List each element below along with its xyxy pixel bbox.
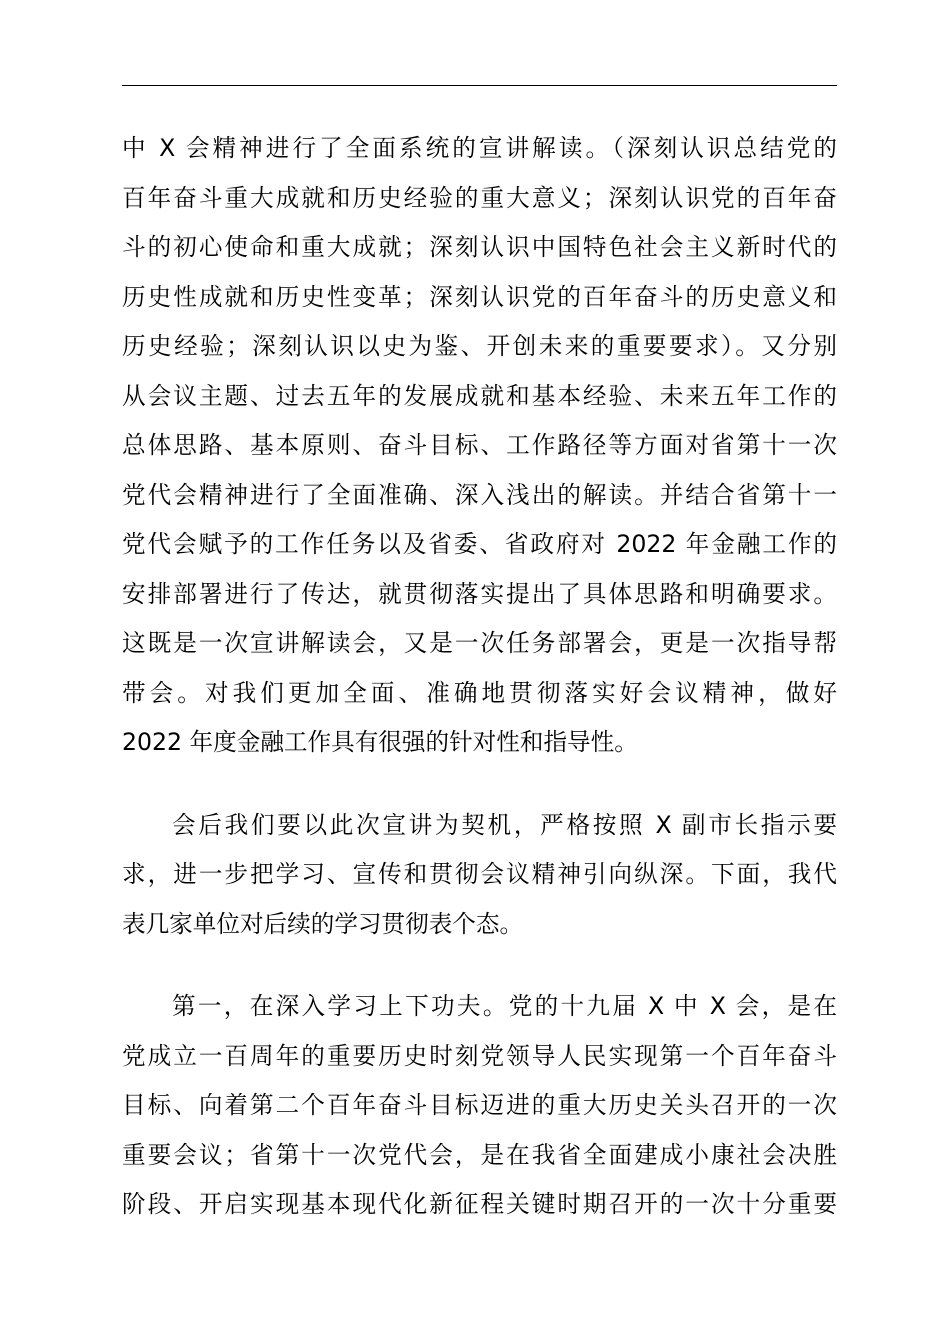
paragraph-3 xyxy=(122,982,837,1230)
text-line: 总体思路、基本原则、奋斗目标、工作路径等方面对省第十一次 xyxy=(122,431,837,459)
text-line: 会后我们要以此次宣讲为契机，严格按照 X 副市长指示要 xyxy=(172,810,837,839)
text-line: 目标、向着第二个百年奋斗目标迈进的重大历史关头召开的一次 xyxy=(122,1091,837,1119)
text-line: 党代会赋予的工作任务以及省委、省政府对 2022 年金融工作的 xyxy=(122,530,837,558)
text-line: 求，进一步把学习、宣传和贯彻会议精神引向纵深。下面，我代 xyxy=(122,860,837,888)
text-line: 阶段、开启实现基本现代化新征程关键时期召开的一次十分重要 xyxy=(122,1190,837,1218)
text-line: 从会议主题、过去五年的发展成就和基本经验、未来五年工作的 xyxy=(122,381,837,410)
header-rule xyxy=(122,85,837,86)
text-line: 第一，在深入学习上下功夫。党的十九届 X 中 X 会，是在 xyxy=(172,992,837,1020)
text-line: 中 X 会精神进行了全面系统的宣讲解读。（深刻认识总结党的 xyxy=(122,134,837,162)
text-line: 带会。对我们更加全面、准确地贯彻落实好会议精神，做好 xyxy=(122,678,837,707)
text-line: 党代会精神进行了全面准确、深入浅出的解读。并结合省第十一 xyxy=(122,480,837,509)
paragraph-1 xyxy=(122,124,837,768)
text-line: 安排部署进行了传达，就贯彻落实提出了具体思路和明确要求。 xyxy=(122,579,837,608)
text-line: 百年奋斗重大成就和历史经验的重大意义；深刻认识党的百年奋 xyxy=(122,183,837,212)
text-line: 重要会议；省第十一次党代会，是在我省全面建成小康社会决胜 xyxy=(122,1140,837,1169)
text-line: 表几家单位对后续的学习贯彻表个态。 xyxy=(122,909,524,938)
paragraph-2 xyxy=(122,801,837,950)
text-line: 斗的初心使命和重大成就；深刻认识中国特色社会主义新时代的 xyxy=(122,233,837,261)
text-line: 这既是一次宣讲解读会，又是一次任务部署会，更是一次指导帮 xyxy=(122,629,837,657)
text-line: 历史性成就和历史性变革；深刻认识党的百年奋斗的历史意义和 xyxy=(122,282,837,311)
document-body xyxy=(122,124,837,1230)
text-line: 2022 年度金融工作具有很强的针对性和指导性。 xyxy=(122,728,638,756)
text-line: 历史经验；深刻认识以史为鉴、开创未来的重要要求）。又分别 xyxy=(122,332,837,360)
text-line: 党成立一百周年的重要历史时刻党领导人民实现第一个百年奋斗 xyxy=(122,1041,837,1070)
